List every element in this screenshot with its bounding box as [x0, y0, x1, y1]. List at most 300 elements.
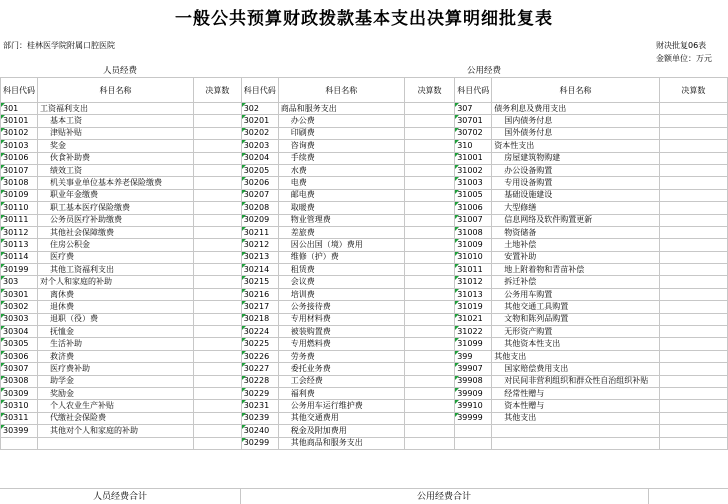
row-amount [659, 338, 727, 350]
col-header-code: 科目代码 [241, 78, 278, 103]
row-name: 基础设施建设 [492, 189, 660, 201]
row-amount [193, 103, 241, 115]
table-row [1, 363, 728, 375]
row-code: 30214 [241, 264, 278, 276]
row-amount [193, 412, 241, 424]
col-header-amount: 决算数 [404, 78, 454, 103]
row-code: 39909 [455, 387, 492, 399]
row-name: 对个人和家庭的补助 [38, 276, 194, 288]
row-name: 专用燃料费 [278, 338, 404, 350]
row-code: 30111 [1, 214, 38, 226]
table-row [1, 264, 728, 276]
row-code: 30202 [241, 127, 278, 139]
row-code: 30299 [241, 437, 278, 449]
row-amount [193, 276, 241, 288]
row-name: 委托业务费 [278, 363, 404, 375]
row-name: 工会经费 [278, 375, 404, 387]
row-amount [193, 437, 241, 449]
row-amount [193, 264, 241, 276]
row-amount [193, 301, 241, 313]
row-name: 绩效工资 [38, 164, 194, 176]
row-name: 其他交通费用 [278, 412, 404, 424]
row-amount [404, 177, 454, 189]
table-row [1, 338, 728, 350]
row-amount [404, 276, 454, 288]
personnel-total-label: 人员经费合计 [92, 492, 147, 502]
row-name: 手续费 [278, 152, 404, 164]
row-name: 国外债务付息 [492, 127, 660, 139]
row-code: 39908 [455, 375, 492, 387]
table-row [1, 251, 728, 263]
row-code: 30240 [241, 425, 278, 437]
row-name: 大型修缮 [492, 202, 660, 214]
row-code: 302 [241, 103, 278, 115]
table-row [1, 202, 728, 214]
table-row [1, 115, 728, 127]
row-code: 30306 [1, 350, 38, 362]
row-amount [659, 127, 727, 139]
row-code: 30309 [1, 387, 38, 399]
row-code: 30301 [1, 288, 38, 300]
row-amount [404, 226, 454, 238]
row-code: 30310 [1, 400, 38, 412]
row-name: 工资福利支出 [38, 103, 194, 115]
row-code: 30224 [241, 326, 278, 338]
row-amount [193, 226, 241, 238]
row-amount [404, 189, 454, 201]
row-code: 30209 [241, 214, 278, 226]
row-code: 31008 [455, 226, 492, 238]
row-name: 福利费 [278, 387, 404, 399]
row-code: 30307 [1, 363, 38, 375]
row-code: 31013 [455, 288, 492, 300]
row-name: 其他资本性支出 [492, 338, 660, 350]
table-row [1, 313, 728, 325]
row-name: 抚恤金 [38, 326, 194, 338]
row-name: 邮电费 [278, 189, 404, 201]
row-amount [404, 288, 454, 300]
row-amount [404, 140, 454, 152]
row-name: 办公费 [278, 115, 404, 127]
row-code: 30199 [1, 264, 38, 276]
row-code: 30110 [1, 202, 38, 214]
row-code: 30217 [241, 301, 278, 313]
row-amount [193, 189, 241, 201]
row-name: 基本工资 [38, 115, 194, 127]
row-amount [659, 363, 727, 375]
row-name: 国内债务付息 [492, 115, 660, 127]
row-code: 30228 [241, 375, 278, 387]
row-name: 职业年金缴费 [38, 189, 194, 201]
row-amount [193, 288, 241, 300]
row-amount [659, 412, 727, 424]
row-amount [193, 127, 241, 139]
row-amount [404, 127, 454, 139]
section-personnel: 人员经费 [102, 66, 137, 76]
row-amount [193, 152, 241, 164]
row-amount [193, 326, 241, 338]
row-code: 30702 [455, 127, 492, 139]
row-name: 退休费 [38, 301, 194, 313]
row-name: 其他交通工具购置 [492, 301, 660, 313]
row-code: 31010 [455, 251, 492, 263]
col-header-code: 科目代码 [455, 78, 492, 103]
row-amount [193, 313, 241, 325]
row-amount [404, 264, 454, 276]
row-code: 31006 [455, 202, 492, 214]
row-amount [659, 437, 727, 449]
row-code: 31099 [455, 338, 492, 350]
row-code: 30308 [1, 375, 38, 387]
row-amount [659, 350, 727, 362]
row-amount [659, 103, 727, 115]
row-name: 租赁费 [278, 264, 404, 276]
row-code: 301 [1, 103, 38, 115]
row-amount [404, 326, 454, 338]
row-code: 30114 [1, 251, 38, 263]
row-name: 公务接待费 [278, 301, 404, 313]
row-amount [659, 152, 727, 164]
row-code: 30208 [241, 202, 278, 214]
row-amount [659, 264, 727, 276]
row-code: 39907 [455, 363, 492, 375]
row-amount [404, 412, 454, 424]
row-code: 30107 [1, 164, 38, 176]
row-name: 奖金 [38, 140, 194, 152]
row-code: 30213 [241, 251, 278, 263]
row-amount [404, 301, 454, 313]
row-code: 303 [1, 276, 38, 288]
table-row [1, 164, 728, 176]
row-amount [404, 164, 454, 176]
row-name: 其他商品和服务支出 [278, 437, 404, 449]
row-amount [193, 239, 241, 251]
row-name: 文物和陈列品购置 [492, 313, 660, 325]
row-name: 其他工资福利支出 [38, 264, 194, 276]
row-amount [404, 350, 454, 362]
row-name: 差旅费 [278, 226, 404, 238]
row-code: 30304 [1, 326, 38, 338]
table-row [1, 226, 728, 238]
row-amount [404, 239, 454, 251]
row-name: 土地补偿 [492, 239, 660, 251]
row-name: 被装购置费 [278, 326, 404, 338]
section-header-row [0, 64, 728, 77]
row-amount [404, 363, 454, 375]
row-code: 30109 [1, 189, 38, 201]
section-public: 公用经费 [466, 66, 501, 76]
table-row [1, 152, 728, 164]
row-name: 伙食补助费 [38, 152, 194, 164]
row-amount [659, 375, 727, 387]
row-code: 399 [455, 350, 492, 362]
footer-divider [240, 488, 241, 504]
row-name: 奖励金 [38, 387, 194, 399]
row-amount [193, 363, 241, 375]
row-name: 安置补助 [492, 251, 660, 263]
row-amount [404, 387, 454, 399]
row-name: 培训费 [278, 288, 404, 300]
row-name: 会议费 [278, 276, 404, 288]
row-code: 30207 [241, 189, 278, 201]
row-name: 物业管理费 [278, 214, 404, 226]
footer-divider [648, 488, 649, 504]
row-name: 债务利息及费用支出 [492, 103, 660, 115]
row-code: 30206 [241, 177, 278, 189]
row-name: 印刷费 [278, 127, 404, 139]
table-row [1, 239, 728, 251]
table-row [1, 326, 728, 338]
row-name: 机关事业单位基本养老保险缴费 [38, 177, 194, 189]
row-name: 助学金 [38, 375, 194, 387]
row-code [1, 437, 38, 449]
row-code: 30239 [241, 412, 278, 424]
row-code: 30108 [1, 177, 38, 189]
totals-row [0, 489, 728, 504]
row-name: 办公设备购置 [492, 164, 660, 176]
row-amount [659, 140, 727, 152]
row-name [492, 425, 660, 437]
row-amount [659, 202, 727, 214]
table-row [1, 412, 728, 424]
row-name: 劳务费 [278, 350, 404, 362]
row-name: 取暖费 [278, 202, 404, 214]
row-amount [193, 202, 241, 214]
row-name: 医疗费补助 [38, 363, 194, 375]
row-amount [659, 288, 727, 300]
row-name: 其他社会保障缴费 [38, 226, 194, 238]
row-name: 因公出国（境）费用 [278, 239, 404, 251]
page-title: 一般公共预算财政拨款基本支出决算明细批复表 [175, 9, 553, 29]
row-code: 31002 [455, 164, 492, 176]
row-amount [193, 140, 241, 152]
row-code: 30302 [1, 301, 38, 313]
row-code: 30212 [241, 239, 278, 251]
col-header-code: 科目代码 [1, 78, 38, 103]
row-name: 生活补助 [38, 338, 194, 350]
table-row [1, 387, 728, 399]
row-amount [193, 251, 241, 263]
row-name: 资本性赠与 [492, 400, 660, 412]
col-header-name: 科目名称 [492, 78, 660, 103]
row-name: 退职（役）费 [38, 313, 194, 325]
row-amount [404, 251, 454, 263]
row-name [492, 437, 660, 449]
row-name: 资本性支出 [492, 140, 660, 152]
table-row [1, 189, 728, 201]
row-code: 31005 [455, 189, 492, 201]
row-name: 维修（护）费 [278, 251, 404, 263]
row-amount [659, 326, 727, 338]
row-code [455, 437, 492, 449]
row-code: 310 [455, 140, 492, 152]
row-code [455, 425, 492, 437]
row-code: 30231 [241, 400, 278, 412]
row-amount [404, 152, 454, 164]
row-amount [193, 425, 241, 437]
row-name: 物资储备 [492, 226, 660, 238]
footer-top-border [0, 488, 728, 489]
row-code: 30229 [241, 387, 278, 399]
table-row [1, 214, 728, 226]
table-row [1, 140, 728, 152]
row-name: 职工基本医疗保险缴费 [38, 202, 194, 214]
row-name: 其他支出 [492, 350, 660, 362]
row-amount [404, 313, 454, 325]
table-row [1, 301, 728, 313]
row-amount [193, 164, 241, 176]
row-amount [404, 375, 454, 387]
row-name: 商品和服务支出 [278, 103, 404, 115]
column-header-row [1, 78, 728, 103]
row-amount [659, 425, 727, 437]
row-amount [404, 115, 454, 127]
row-amount [659, 177, 727, 189]
row-code: 30218 [241, 313, 278, 325]
row-name: 对民间非营利组织和群众性自治组织补贴 [492, 375, 660, 387]
department-label: 部门：桂林医学院附属口腔医院 [3, 41, 115, 50]
col-header-amount: 决算数 [659, 78, 727, 103]
row-name: 房屋建筑物购建 [492, 152, 660, 164]
row-code: 30113 [1, 239, 38, 251]
row-name [38, 437, 194, 449]
row-name: 津贴补贴 [38, 127, 194, 139]
row-name: 医疗费 [38, 251, 194, 263]
row-code: 30103 [1, 140, 38, 152]
row-amount [193, 177, 241, 189]
row-code: 30303 [1, 313, 38, 325]
table-row [1, 276, 728, 288]
row-code: 30227 [241, 363, 278, 375]
row-name: 水费 [278, 164, 404, 176]
table-row [1, 375, 728, 387]
row-amount [659, 239, 727, 251]
row-amount [659, 251, 727, 263]
table-row [1, 103, 728, 115]
row-code: 30305 [1, 338, 38, 350]
row-amount [404, 338, 454, 350]
row-amount [659, 387, 727, 399]
row-amount [404, 103, 454, 115]
expenditure-table [0, 77, 728, 450]
row-name: 地上附着物和青苗补偿 [492, 264, 660, 276]
row-code: 31003 [455, 177, 492, 189]
row-amount [193, 115, 241, 127]
unit-label: 金额单位：万元 [656, 54, 712, 63]
row-code: 30399 [1, 425, 38, 437]
row-amount [659, 189, 727, 201]
row-name: 拆迁补偿 [492, 276, 660, 288]
table-row [1, 350, 728, 362]
row-name: 国家赔偿费用支出 [492, 363, 660, 375]
row-code: 30311 [1, 412, 38, 424]
row-name: 信息网络及软件购置更新 [492, 214, 660, 226]
row-name: 公务用车运行维护费 [278, 400, 404, 412]
row-code: 30106 [1, 152, 38, 164]
row-code: 31001 [455, 152, 492, 164]
row-name: 离休费 [38, 288, 194, 300]
row-amount [404, 400, 454, 412]
public-total-label: 公用经费合计 [416, 492, 471, 502]
col-header-name: 科目名称 [38, 78, 194, 103]
table-row [1, 425, 728, 437]
row-amount [404, 437, 454, 449]
row-amount [659, 214, 727, 226]
row-amount [659, 164, 727, 176]
row-code: 31007 [455, 214, 492, 226]
row-amount [193, 338, 241, 350]
row-amount [193, 214, 241, 226]
row-name: 无形资产购置 [492, 326, 660, 338]
row-code: 30215 [241, 276, 278, 288]
row-code: 30203 [241, 140, 278, 152]
row-name: 咨询费 [278, 140, 404, 152]
row-code: 31019 [455, 301, 492, 313]
row-name: 住房公积金 [38, 239, 194, 251]
row-code: 30701 [455, 115, 492, 127]
row-code: 30205 [241, 164, 278, 176]
row-code: 31022 [455, 326, 492, 338]
row-code: 30216 [241, 288, 278, 300]
row-code: 30226 [241, 350, 278, 362]
row-code: 31011 [455, 264, 492, 276]
row-amount [193, 375, 241, 387]
row-amount [659, 276, 727, 288]
row-amount [193, 400, 241, 412]
row-name: 救济费 [38, 350, 194, 362]
table-row [1, 400, 728, 412]
row-code: 30211 [241, 226, 278, 238]
row-amount [659, 115, 727, 127]
table-row [1, 127, 728, 139]
row-code: 30204 [241, 152, 278, 164]
row-amount [404, 425, 454, 437]
row-code: 30225 [241, 338, 278, 350]
row-code: 39910 [455, 400, 492, 412]
row-amount [193, 350, 241, 362]
row-amount [404, 214, 454, 226]
table-row [1, 437, 728, 449]
row-name: 税金及附加费用 [278, 425, 404, 437]
row-amount [659, 400, 727, 412]
row-name: 个人农业生产补贴 [38, 400, 194, 412]
row-amount [193, 387, 241, 399]
row-code: 30102 [1, 127, 38, 139]
row-code: 39999 [455, 412, 492, 424]
row-code: 30201 [241, 115, 278, 127]
row-amount [659, 313, 727, 325]
row-code: 31012 [455, 276, 492, 288]
row-name: 代缴社会保险费 [38, 412, 194, 424]
row-name: 其他对个人和家庭的补助 [38, 425, 194, 437]
row-name: 其他支出 [492, 412, 660, 424]
row-name: 专用设备购置 [492, 177, 660, 189]
row-name: 公务员医疗补助缴费 [38, 214, 194, 226]
row-code: 31021 [455, 313, 492, 325]
row-name: 经常性赠与 [492, 387, 660, 399]
row-name: 电费 [278, 177, 404, 189]
row-code: 30112 [1, 226, 38, 238]
table-row [1, 177, 728, 189]
row-code: 30101 [1, 115, 38, 127]
row-name: 专用材料费 [278, 313, 404, 325]
row-code: 31009 [455, 239, 492, 251]
row-name: 公务用车购置 [492, 288, 660, 300]
table-row [1, 288, 728, 300]
row-code: 307 [455, 103, 492, 115]
col-header-name: 科目名称 [278, 78, 404, 103]
form-number: 财决批复06表 [656, 41, 707, 50]
